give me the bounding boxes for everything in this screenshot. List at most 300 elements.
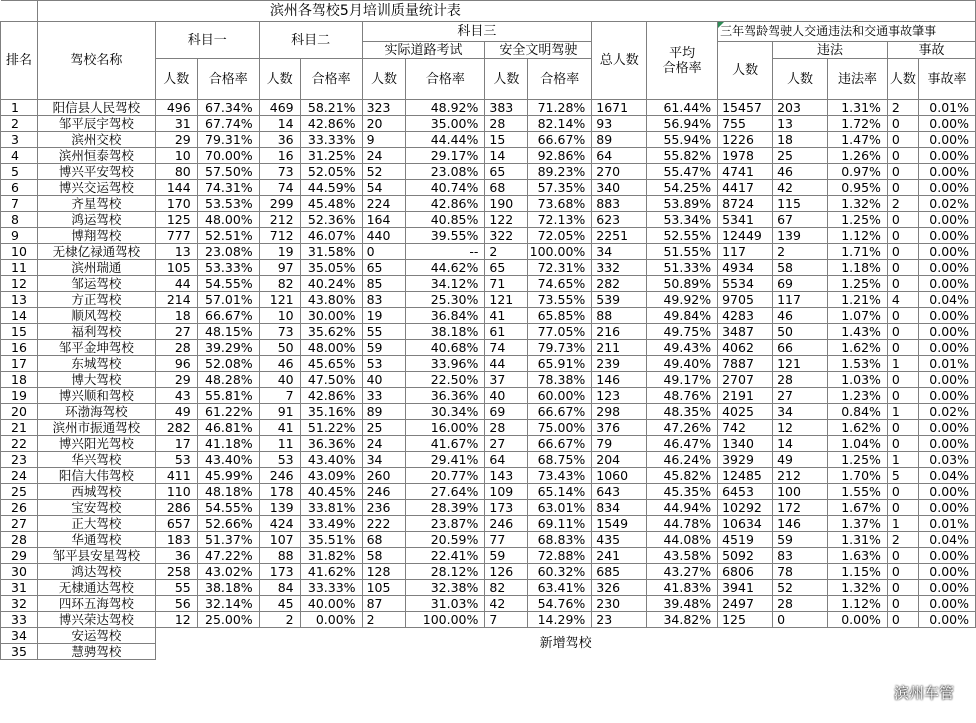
subject1-people-cell: 214: [155, 292, 197, 308]
subject1-pass-rate-cell: 52.66%: [197, 516, 259, 532]
subject1-pass-rate-cell: 55.81%: [197, 388, 259, 404]
subject1-people-cell: 105: [155, 260, 197, 276]
school-name-cell: 顺风驾校: [37, 308, 155, 324]
avg-pass-rate-cell: 45.35%: [647, 484, 718, 500]
rank-cell: 27: [1, 516, 38, 532]
safe-driving-people-cell: 59: [485, 548, 528, 564]
safe-driving-people-cell: 42: [485, 596, 528, 612]
accident-rate-cell: 0.00%: [918, 372, 975, 388]
subject2-people-cell: 46: [259, 356, 300, 372]
header-subject2: 科目二: [259, 22, 362, 59]
avg-pass-rate-cell: 55.94%: [647, 132, 718, 148]
subject2-people-cell: 139: [259, 500, 300, 516]
school-name-cell: 安运驾校: [37, 628, 155, 644]
subject1-people-cell: 18: [155, 308, 197, 324]
safe-driving-pass-rate-cell: 74.65%: [528, 276, 592, 292]
subject1-pass-rate-cell: 38.18%: [197, 580, 259, 596]
header-avg-line1: 平均: [669, 45, 696, 61]
subject2-pass-rate-cell: 31.58%: [300, 244, 362, 260]
avg-pass-rate-cell: 54.25%: [647, 180, 718, 196]
accident-rate-cell: 0.01%: [918, 516, 975, 532]
rank-cell: 7: [1, 196, 38, 212]
avg-pass-rate-cell: 34.82%: [647, 612, 718, 628]
violation-rate-cell: 1.43%: [827, 324, 887, 340]
subject1-people-cell: 53: [155, 452, 197, 468]
three-year-people-cell: 5341: [718, 212, 773, 228]
accident-people-cell: 0: [887, 164, 918, 180]
table-row: [1, 580, 976, 596]
header-total-people: 总人数: [592, 22, 647, 100]
avg-pass-rate-cell: 45.82%: [647, 468, 718, 484]
table-row: [1, 180, 976, 196]
violation-rate-cell: 1.71%: [827, 244, 887, 260]
rank-cell: 14: [1, 308, 38, 324]
road-test-pass-rate-cell: 38.18%: [406, 324, 485, 340]
three-year-people-cell: 10292: [718, 500, 773, 516]
accident-rate-cell: 0.00%: [918, 180, 975, 196]
subject2-people-cell: 299: [259, 196, 300, 212]
rank-cell: 9: [1, 228, 38, 244]
road-test-pass-rate-cell: 23.87%: [406, 516, 485, 532]
safe-driving-pass-rate-cell: 60.32%: [528, 564, 592, 580]
road-test-people-cell: 54: [362, 180, 406, 196]
accident-rate-cell: 0.00%: [918, 116, 975, 132]
subject2-people-cell: 107: [259, 532, 300, 548]
total-people-cell: 643: [592, 484, 647, 500]
rank-cell: 4: [1, 148, 38, 164]
violation-rate-cell: 1.12%: [827, 228, 887, 244]
subject2-people-cell: 41: [259, 420, 300, 436]
subject1-people-cell: 110: [155, 484, 197, 500]
subject2-pass-rate-cell: 40.45%: [300, 484, 362, 500]
violation-rate-cell: 1.53%: [827, 356, 887, 372]
road-test-people-cell: 68: [362, 532, 406, 548]
road-test-pass-rate-cell: 41.67%: [406, 436, 485, 452]
accident-people-cell: 1: [887, 356, 918, 372]
avg-pass-rate-cell: 52.55%: [647, 228, 718, 244]
violation-people-cell: 117: [773, 292, 828, 308]
road-test-pass-rate-cell: 44.62%: [406, 260, 485, 276]
three-year-people-cell: 2497: [718, 596, 773, 612]
road-test-people-cell: 128: [362, 564, 406, 580]
rank-cell: 30: [1, 564, 38, 580]
safe-driving-people-cell: 122: [485, 212, 528, 228]
subject1-pass-rate-cell: 25.00%: [197, 612, 259, 628]
safe-driving-people-cell: 15: [485, 132, 528, 148]
subject2-pass-rate-cell: 35.51%: [300, 532, 362, 548]
subject1-people-cell: 56: [155, 596, 197, 612]
safe-driving-people-cell: 41: [485, 308, 528, 324]
accident-people-cell: 0: [887, 228, 918, 244]
accident-people-cell: 0: [887, 596, 918, 612]
rank-cell: 35: [1, 644, 38, 660]
subject1-people-cell: 96: [155, 356, 197, 372]
header-subject3: 科目三: [362, 22, 592, 42]
total-people-cell: 88: [592, 308, 647, 324]
violation-rate-cell: 1.25%: [827, 212, 887, 228]
accident-rate-cell: 0.00%: [918, 132, 975, 148]
rank-cell: 2: [1, 116, 38, 132]
road-test-people-cell: 19: [362, 308, 406, 324]
school-name-cell: 博兴阳光驾校: [37, 436, 155, 452]
violation-people-cell: 172: [773, 500, 828, 516]
subject1-pass-rate-cell: 41.18%: [197, 436, 259, 452]
accident-people-cell: 2: [887, 100, 918, 116]
avg-pass-rate-cell: 56.94%: [647, 116, 718, 132]
school-name-cell: 无棣通达驾校: [37, 580, 155, 596]
rank-cell: 25: [1, 484, 38, 500]
school-name-cell: 邹运驾校: [37, 276, 155, 292]
three-year-people-cell: 15457: [718, 100, 773, 116]
subject1-people-cell: 282: [155, 420, 197, 436]
accident-rate-cell: 0.02%: [918, 196, 975, 212]
school-name-cell: 鸿达驾校: [37, 564, 155, 580]
table-row: [1, 484, 976, 500]
safe-driving-people-cell: 77: [485, 532, 528, 548]
avg-pass-rate-cell: 43.27%: [647, 564, 718, 580]
subject1-pass-rate-cell: 61.22%: [197, 404, 259, 420]
road-test-people-cell: 33: [362, 388, 406, 404]
table-row: [1, 132, 976, 148]
rank-cell: 10: [1, 244, 38, 260]
road-test-people-cell: 85: [362, 276, 406, 292]
school-name-cell: 博兴交运驾校: [37, 180, 155, 196]
safe-driving-pass-rate-cell: 75.00%: [528, 420, 592, 436]
three-year-people-cell: 4519: [718, 532, 773, 548]
safe-driving-pass-rate-cell: 73.55%: [528, 292, 592, 308]
total-people-cell: 146: [592, 372, 647, 388]
wechat-icon: [872, 686, 890, 700]
table-row: [1, 420, 976, 436]
subject1-people-cell: 496: [155, 100, 197, 116]
safe-driving-pass-rate-cell: 66.67%: [528, 404, 592, 420]
school-name-cell: 滨州市振通驾校: [37, 420, 155, 436]
subject1-pass-rate-cell: 67.34%: [197, 100, 259, 116]
subject1-pass-rate-cell: 48.18%: [197, 484, 259, 500]
violation-rate-cell: 1.23%: [827, 388, 887, 404]
three-year-people-cell: 4283: [718, 308, 773, 324]
accident-people-cell: 0: [887, 180, 918, 196]
subject2-pass-rate-cell: 33.33%: [300, 132, 362, 148]
total-people-cell: 332: [592, 260, 647, 276]
safe-driving-pass-rate-cell: 68.75%: [528, 452, 592, 468]
accident-rate-cell: 0.00%: [918, 596, 975, 612]
violation-people-cell: 46: [773, 308, 828, 324]
accident-people-cell: 0: [887, 388, 918, 404]
header-s1-pass-rate: 合格率: [197, 59, 259, 100]
road-test-pass-rate-cell: 28.12%: [406, 564, 485, 580]
road-test-people-cell: 58: [362, 548, 406, 564]
total-people-cell: 34: [592, 244, 647, 260]
road-test-people-cell: 24: [362, 436, 406, 452]
three-year-people-cell: 9705: [718, 292, 773, 308]
table-row: [1, 612, 976, 628]
violation-rate-cell: 0.84%: [827, 404, 887, 420]
school-name-cell: 华通驾校: [37, 532, 155, 548]
avg-pass-rate-cell: 53.34%: [647, 212, 718, 228]
violation-people-cell: 46: [773, 164, 828, 180]
violation-rate-cell: 1.72%: [827, 116, 887, 132]
violation-rate-cell: 0.97%: [827, 164, 887, 180]
subject1-people-cell: 31: [155, 116, 197, 132]
avg-pass-rate-cell: 44.94%: [647, 500, 718, 516]
road-test-pass-rate-cell: 36.84%: [406, 308, 485, 324]
table-row: [1, 212, 976, 228]
header-safe-driving: 安全文明驾驶: [485, 42, 592, 59]
avg-pass-rate-cell: 55.47%: [647, 164, 718, 180]
road-test-people-cell: 52: [362, 164, 406, 180]
total-people-cell: 241: [592, 548, 647, 564]
violation-rate-cell: 1.25%: [827, 276, 887, 292]
subject1-people-cell: 10: [155, 148, 197, 164]
school-name-cell: 福利驾校: [37, 324, 155, 340]
rank-cell: 20: [1, 404, 38, 420]
avg-pass-rate-cell: 49.84%: [647, 308, 718, 324]
violation-rate-cell: 1.31%: [827, 100, 887, 116]
subject2-pass-rate-cell: 43.80%: [300, 292, 362, 308]
school-name-cell: 滨州瑞通: [37, 260, 155, 276]
violation-people-cell: 83: [773, 548, 828, 564]
safe-driving-people-cell: 65: [485, 164, 528, 180]
violation-rate-cell: 1.12%: [827, 596, 887, 612]
accident-people-cell: 0: [887, 244, 918, 260]
safe-driving-pass-rate-cell: 60.00%: [528, 388, 592, 404]
safe-driving-people-cell: 44: [485, 356, 528, 372]
subject1-people-cell: 49: [155, 404, 197, 420]
subject2-pass-rate-cell: 40.24%: [300, 276, 362, 292]
subject2-people-cell: 424: [259, 516, 300, 532]
header-s1-people: 人数: [155, 59, 197, 100]
total-people-cell: 230: [592, 596, 647, 612]
violation-rate-cell: 0.95%: [827, 180, 887, 196]
safe-driving-people-cell: 28: [485, 116, 528, 132]
violation-people-cell: 12: [773, 420, 828, 436]
violation-people-cell: 42: [773, 180, 828, 196]
rank-cell: 11: [1, 260, 38, 276]
road-test-pass-rate-cell: 48.92%: [406, 100, 485, 116]
avg-pass-rate-cell: 44.78%: [647, 516, 718, 532]
subject2-pass-rate-cell: 47.50%: [300, 372, 362, 388]
subject1-pass-rate-cell: 45.99%: [197, 468, 259, 484]
accident-rate-cell: 0.00%: [918, 244, 975, 260]
three-year-people-cell: 2191: [718, 388, 773, 404]
subject1-people-cell: 55: [155, 580, 197, 596]
subject2-people-cell: 50: [259, 340, 300, 356]
road-test-pass-rate-cell: 29.41%: [406, 452, 485, 468]
subject1-pass-rate-cell: 43.40%: [197, 452, 259, 468]
table-row: [1, 244, 976, 260]
table-row: [1, 148, 976, 164]
violation-rate-cell: 1.18%: [827, 260, 887, 276]
safe-driving-pass-rate-cell: 92.86%: [528, 148, 592, 164]
school-name-cell: 正大驾校: [37, 516, 155, 532]
road-test-pass-rate-cell: 27.64%: [406, 484, 485, 500]
safe-driving-pass-rate-cell: 73.68%: [528, 196, 592, 212]
table-row: [1, 116, 976, 132]
three-year-people-cell: 4025: [718, 404, 773, 420]
three-year-people-cell: 755: [718, 116, 773, 132]
table-row: [1, 260, 976, 276]
violation-people-cell: 18: [773, 132, 828, 148]
school-name-cell: 阳信县人民驾校: [37, 100, 155, 116]
accident-people-cell: 0: [887, 484, 918, 500]
three-year-people-cell: 117: [718, 244, 773, 260]
avg-pass-rate-cell: 49.43%: [647, 340, 718, 356]
safe-driving-pass-rate-cell: 63.01%: [528, 500, 592, 516]
road-test-people-cell: 246: [362, 484, 406, 500]
school-name-cell: 博兴荣达驾校: [37, 612, 155, 628]
header-rank: 排名: [1, 22, 38, 100]
subject2-people-cell: 121: [259, 292, 300, 308]
subject2-people-cell: 53: [259, 452, 300, 468]
table-row: [1, 292, 976, 308]
subject1-people-cell: 44: [155, 276, 197, 292]
safe-driving-people-cell: 383: [485, 100, 528, 116]
road-test-pass-rate-cell: 44.44%: [406, 132, 485, 148]
accident-rate-cell: 0.00%: [918, 148, 975, 164]
safe-driving-pass-rate-cell: 100.00%: [528, 244, 592, 260]
total-people-cell: 623: [592, 212, 647, 228]
subject2-pass-rate-cell: 52.05%: [300, 164, 362, 180]
rank-cell: 16: [1, 340, 38, 356]
subject1-pass-rate-cell: 57.01%: [197, 292, 259, 308]
safe-driving-pass-rate-cell: 68.83%: [528, 532, 592, 548]
accident-rate-cell: 0.00%: [918, 580, 975, 596]
subject1-pass-rate-cell: 39.29%: [197, 340, 259, 356]
violation-rate-cell: 1.63%: [827, 548, 887, 564]
total-people-cell: 1671: [592, 100, 647, 116]
accident-people-cell: 0: [887, 436, 918, 452]
accident-rate-cell: 0.00%: [918, 484, 975, 500]
accident-people-cell: 0: [887, 308, 918, 324]
avg-pass-rate-cell: 47.26%: [647, 420, 718, 436]
subject1-people-cell: 125: [155, 212, 197, 228]
violation-people-cell: 49: [773, 452, 828, 468]
road-test-people-cell: 40: [362, 372, 406, 388]
accident-people-cell: 2: [887, 532, 918, 548]
school-name-cell: 博翔驾校: [37, 228, 155, 244]
accident-rate-cell: 0.00%: [918, 260, 975, 276]
subject2-pass-rate-cell: 44.59%: [300, 180, 362, 196]
avg-pass-rate-cell: 39.48%: [647, 596, 718, 612]
subject2-pass-rate-cell: 30.00%: [300, 308, 362, 324]
three-year-people-cell: 1340: [718, 436, 773, 452]
violation-people-cell: 13: [773, 116, 828, 132]
header-violation-people: 人数: [773, 59, 828, 100]
school-name-cell: 东城驾校: [37, 356, 155, 372]
rank-cell: 21: [1, 420, 38, 436]
subject1-people-cell: 12: [155, 612, 197, 628]
subject2-people-cell: 45: [259, 596, 300, 612]
header-accident-title: 三年驾龄驾驶人交通违法和交通事故肇事: [718, 22, 976, 42]
safe-driving-pass-rate-cell: 63.41%: [528, 580, 592, 596]
safe-driving-people-cell: 126: [485, 564, 528, 580]
safe-driving-pass-rate-cell: 69.11%: [528, 516, 592, 532]
total-people-cell: 834: [592, 500, 647, 516]
subject1-people-cell: 17: [155, 436, 197, 452]
table-row: [1, 308, 976, 324]
subject2-pass-rate-cell: 45.65%: [300, 356, 362, 372]
road-test-people-cell: 440: [362, 228, 406, 244]
violation-people-cell: 121: [773, 356, 828, 372]
subject1-people-cell: 36: [155, 548, 197, 564]
safe-driving-people-cell: 7: [485, 612, 528, 628]
three-year-people-cell: 4417: [718, 180, 773, 196]
subject1-pass-rate-cell: 53.53%: [197, 196, 259, 212]
subject1-pass-rate-cell: 74.31%: [197, 180, 259, 196]
accident-people-cell: 0: [887, 500, 918, 516]
school-name-cell: 无棣亿禄通驾校: [37, 244, 155, 260]
safe-driving-people-cell: 68: [485, 180, 528, 196]
violation-people-cell: 50: [773, 324, 828, 340]
accident-people-cell: 0: [887, 148, 918, 164]
subject2-people-cell: 469: [259, 100, 300, 116]
rank-cell: 22: [1, 436, 38, 452]
road-test-pass-rate-cell: 42.86%: [406, 196, 485, 212]
violation-people-cell: 203: [773, 100, 828, 116]
avg-pass-rate-cell: 53.89%: [647, 196, 718, 212]
rank-cell: 17: [1, 356, 38, 372]
road-test-people-cell: 222: [362, 516, 406, 532]
rank-cell: 28: [1, 532, 38, 548]
safe-driving-pass-rate-cell: 66.67%: [528, 436, 592, 452]
accident-rate-cell: 0.00%: [918, 388, 975, 404]
subject1-people-cell: 286: [155, 500, 197, 516]
violation-rate-cell: 1.03%: [827, 372, 887, 388]
safe-driving-pass-rate-cell: 82.14%: [528, 116, 592, 132]
subject1-people-cell: 183: [155, 532, 197, 548]
rank-cell: 26: [1, 500, 38, 516]
accident-rate-cell: 0.01%: [918, 356, 975, 372]
safe-driving-people-cell: 173: [485, 500, 528, 516]
accident-people-cell: 0: [887, 372, 918, 388]
table-row: [1, 516, 976, 532]
safe-driving-pass-rate-cell: 72.31%: [528, 260, 592, 276]
accident-rate-cell: 0.00%: [918, 164, 975, 180]
violation-rate-cell: 0.00%: [827, 612, 887, 628]
subject2-pass-rate-cell: 58.21%: [300, 100, 362, 116]
subject1-people-cell: 29: [155, 132, 197, 148]
road-test-people-cell: 24: [362, 148, 406, 164]
avg-pass-rate-cell: 50.89%: [647, 276, 718, 292]
header-safe-people: 人数: [485, 59, 528, 100]
three-year-people-cell: 5092: [718, 548, 773, 564]
safe-driving-people-cell: 27: [485, 436, 528, 452]
table-row: [1, 452, 976, 468]
road-test-pass-rate-cell: 25.30%: [406, 292, 485, 308]
road-test-pass-rate-cell: --: [406, 244, 485, 260]
total-people-cell: 282: [592, 276, 647, 292]
subject1-people-cell: 28: [155, 340, 197, 356]
header-road-people: 人数: [362, 59, 406, 100]
subject1-people-cell: 411: [155, 468, 197, 484]
avg-pass-rate-cell: 48.35%: [647, 404, 718, 420]
three-year-people-cell: 12485: [718, 468, 773, 484]
subject2-pass-rate-cell: 31.25%: [300, 148, 362, 164]
table-row: [1, 468, 976, 484]
violation-people-cell: 78: [773, 564, 828, 580]
subject1-people-cell: 29: [155, 372, 197, 388]
violation-rate-cell: 1.55%: [827, 484, 887, 500]
subject1-pass-rate-cell: 32.14%: [197, 596, 259, 612]
header-violation: 违法: [773, 42, 888, 59]
violation-people-cell: 28: [773, 596, 828, 612]
subject1-pass-rate-cell: 51.37%: [197, 532, 259, 548]
three-year-people-cell: 5534: [718, 276, 773, 292]
rank-cell: 33: [1, 612, 38, 628]
subject2-pass-rate-cell: 31.82%: [300, 548, 362, 564]
subject1-pass-rate-cell: 52.08%: [197, 356, 259, 372]
